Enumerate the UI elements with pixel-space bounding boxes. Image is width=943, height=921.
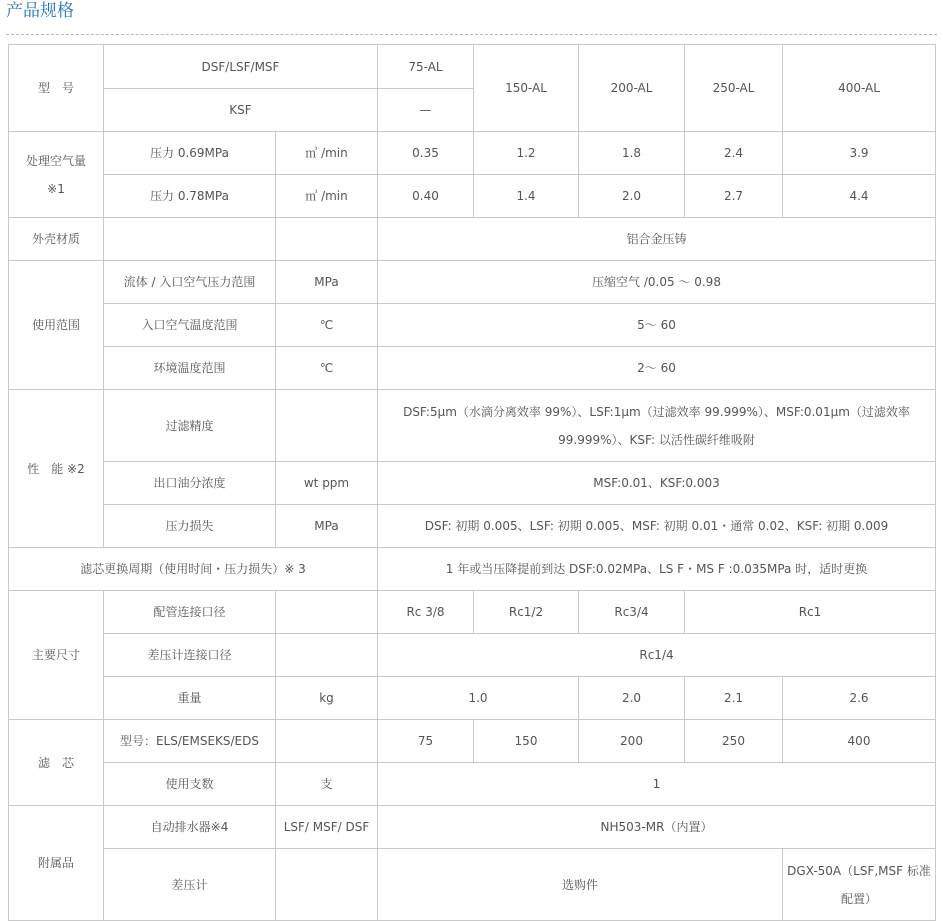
drain-value: NH503-MR（内置） bbox=[378, 806, 936, 849]
performance-label: 性 能 ※2 bbox=[9, 390, 104, 548]
air-flow-unit: ㎥ /min bbox=[276, 175, 378, 218]
element-model-value: 150 bbox=[474, 720, 579, 763]
housing-value: 铝合金压铸 bbox=[378, 218, 936, 261]
header-row bbox=[9, 45, 936, 89]
air-flow-value: 1.4 bbox=[474, 175, 579, 218]
table-row bbox=[9, 218, 936, 261]
table-row bbox=[9, 634, 936, 677]
weight-75-150: 1.0 bbox=[378, 677, 579, 720]
accessories-label: 附属品 bbox=[9, 806, 104, 921]
page-title: 产品规格 bbox=[6, 1, 74, 21]
performance-unit bbox=[276, 390, 378, 462]
table-row bbox=[9, 390, 936, 462]
drain-item: 自动排水器※4 bbox=[104, 806, 276, 849]
model-200: 200-AL bbox=[579, 45, 685, 132]
weight-unit: kg bbox=[276, 677, 378, 720]
table-row bbox=[9, 806, 936, 849]
air-flow-value: 2.7 bbox=[685, 175, 783, 218]
performance-value: DSF:5μm（水滴分离效率 99%）、LSF:1μm（过滤效率 99.999%）、MSF:0.01μm（过滤效率 99.999%）、KSF: 以活性碳纤维吸附 bbox=[378, 390, 936, 462]
port-150: Rc1/2 bbox=[474, 591, 579, 634]
table-row bbox=[9, 548, 936, 591]
performance-item: 过滤精度 bbox=[104, 390, 276, 462]
performance-value: DSF: 初期 0.005、LSF: 初期 0.005、MSF: 初期 0.01・通常 0.02、KSF: 初期 0.009 bbox=[378, 505, 936, 548]
air-flow-value: 3.9 bbox=[783, 132, 936, 175]
series-label-1: DSF/LSF/MSF bbox=[104, 45, 378, 89]
performance-value: MSF:0.01、KSF:0.003 bbox=[378, 462, 936, 505]
dimensions-label: 主要尺寸 bbox=[9, 591, 104, 720]
element-replace-label: 滤芯更换周期（使用时间・压力损失）※ 3 bbox=[9, 548, 378, 591]
performance-item: 压力损失 bbox=[104, 505, 276, 548]
dp-gauge-400: DGX-50A（LSF,MSF 标准配置） bbox=[783, 849, 936, 921]
dashed-divider bbox=[6, 34, 937, 35]
table-row bbox=[9, 462, 936, 505]
element-qty-value: 1 bbox=[378, 763, 936, 806]
usage-item: 入口空气温度范围 bbox=[104, 304, 276, 347]
table-row bbox=[9, 849, 936, 921]
performance-unit: wt ppm bbox=[276, 462, 378, 505]
air-flow-value: 4.4 bbox=[783, 175, 936, 218]
empty-cell bbox=[104, 218, 276, 261]
element-model-item: 型号：ELS/EMSEKS/EDS bbox=[104, 720, 276, 763]
air-flow-label-line2: ※1 bbox=[47, 181, 65, 196]
model-label: 型 号 bbox=[9, 45, 104, 132]
table-row bbox=[9, 347, 936, 390]
port-250-400: Rc1 bbox=[685, 591, 936, 634]
weight-400: 2.6 bbox=[783, 677, 936, 720]
model-400: 400-AL bbox=[783, 45, 936, 132]
air-flow-value: 0.40 bbox=[378, 175, 474, 218]
weight-item: 重量 bbox=[104, 677, 276, 720]
table-row bbox=[9, 677, 936, 720]
element-qty-unit: 支 bbox=[276, 763, 378, 806]
usage-item: 环境温度范围 bbox=[104, 347, 276, 390]
weight-250: 2.1 bbox=[685, 677, 783, 720]
model-75: 75-AL bbox=[378, 45, 474, 89]
dp-gauge-value: 选购件 bbox=[378, 849, 783, 921]
gauge-port-unit bbox=[276, 634, 378, 677]
element-label: 滤 芯 bbox=[9, 720, 104, 806]
weight-200: 2.0 bbox=[579, 677, 685, 720]
usage-unit: ℃ bbox=[276, 347, 378, 390]
housing-label: 外壳材质 bbox=[9, 218, 104, 261]
air-flow-value: 2.4 bbox=[685, 132, 783, 175]
port-75: Rc 3/8 bbox=[378, 591, 474, 634]
table-row bbox=[9, 591, 936, 634]
table-row bbox=[9, 261, 936, 304]
element-replace-value: 1 年或当压降提前到达 DSF:0.02MPa、LS F・MS F :0.035MPa 时，适时更换 bbox=[378, 548, 936, 591]
table-row bbox=[9, 175, 936, 218]
usage-unit: ℃ bbox=[276, 304, 378, 347]
gauge-port-item: 差压计连接口径 bbox=[104, 634, 276, 677]
dp-gauge-unit bbox=[276, 849, 378, 921]
element-model-value: 200 bbox=[579, 720, 685, 763]
dp-gauge-item: 差压计 bbox=[104, 849, 276, 921]
usage-item: 流体 / 入口空气压力范围 bbox=[104, 261, 276, 304]
spec-table bbox=[8, 44, 936, 921]
element-model-unit bbox=[276, 720, 378, 763]
port-unit bbox=[276, 591, 378, 634]
empty-cell bbox=[276, 218, 378, 261]
table-row bbox=[9, 763, 936, 806]
air-flow-condition: 压力 0.78MPa bbox=[104, 175, 276, 218]
table-row bbox=[9, 505, 936, 548]
air-flow-value: 2.0 bbox=[579, 175, 685, 218]
usage-unit: MPa bbox=[276, 261, 378, 304]
element-model-value: 250 bbox=[685, 720, 783, 763]
gauge-port-value: Rc1/4 bbox=[378, 634, 936, 677]
table-row bbox=[9, 304, 936, 347]
model-250: 250-AL bbox=[685, 45, 783, 132]
port-item: 配管连接口径 bbox=[104, 591, 276, 634]
port-200: Rc3/4 bbox=[579, 591, 685, 634]
performance-unit: MPa bbox=[276, 505, 378, 548]
usage-value: 5～ 60 bbox=[378, 304, 936, 347]
air-flow-value: 1.2 bbox=[474, 132, 579, 175]
drain-unit: LSF/ MSF/ DSF bbox=[276, 806, 378, 849]
air-flow-label-line1: 处理空气量 bbox=[25, 153, 86, 168]
table-row bbox=[9, 720, 936, 763]
usage-label: 使用范围 bbox=[9, 261, 104, 390]
air-flow-value: 1.8 bbox=[579, 132, 685, 175]
element-model-value: 400 bbox=[783, 720, 936, 763]
air-flow-label bbox=[9, 132, 104, 218]
usage-value: 2～ 60 bbox=[378, 347, 936, 390]
element-model-value: 75 bbox=[378, 720, 474, 763]
usage-value: 压缩空气 /0.05 ～ 0.98 bbox=[378, 261, 936, 304]
air-flow-condition: 压力 0.69MPa bbox=[104, 132, 276, 175]
model-75-ksf: — bbox=[378, 89, 474, 132]
performance-item: 出口油分浓度 bbox=[104, 462, 276, 505]
table-row bbox=[9, 132, 936, 175]
series-label-2: KSF bbox=[104, 89, 378, 132]
air-flow-unit: ㎥ /min bbox=[276, 132, 378, 175]
model-150: 150-AL bbox=[474, 45, 579, 132]
air-flow-value: 0.35 bbox=[378, 132, 474, 175]
element-qty-item: 使用支数 bbox=[104, 763, 276, 806]
